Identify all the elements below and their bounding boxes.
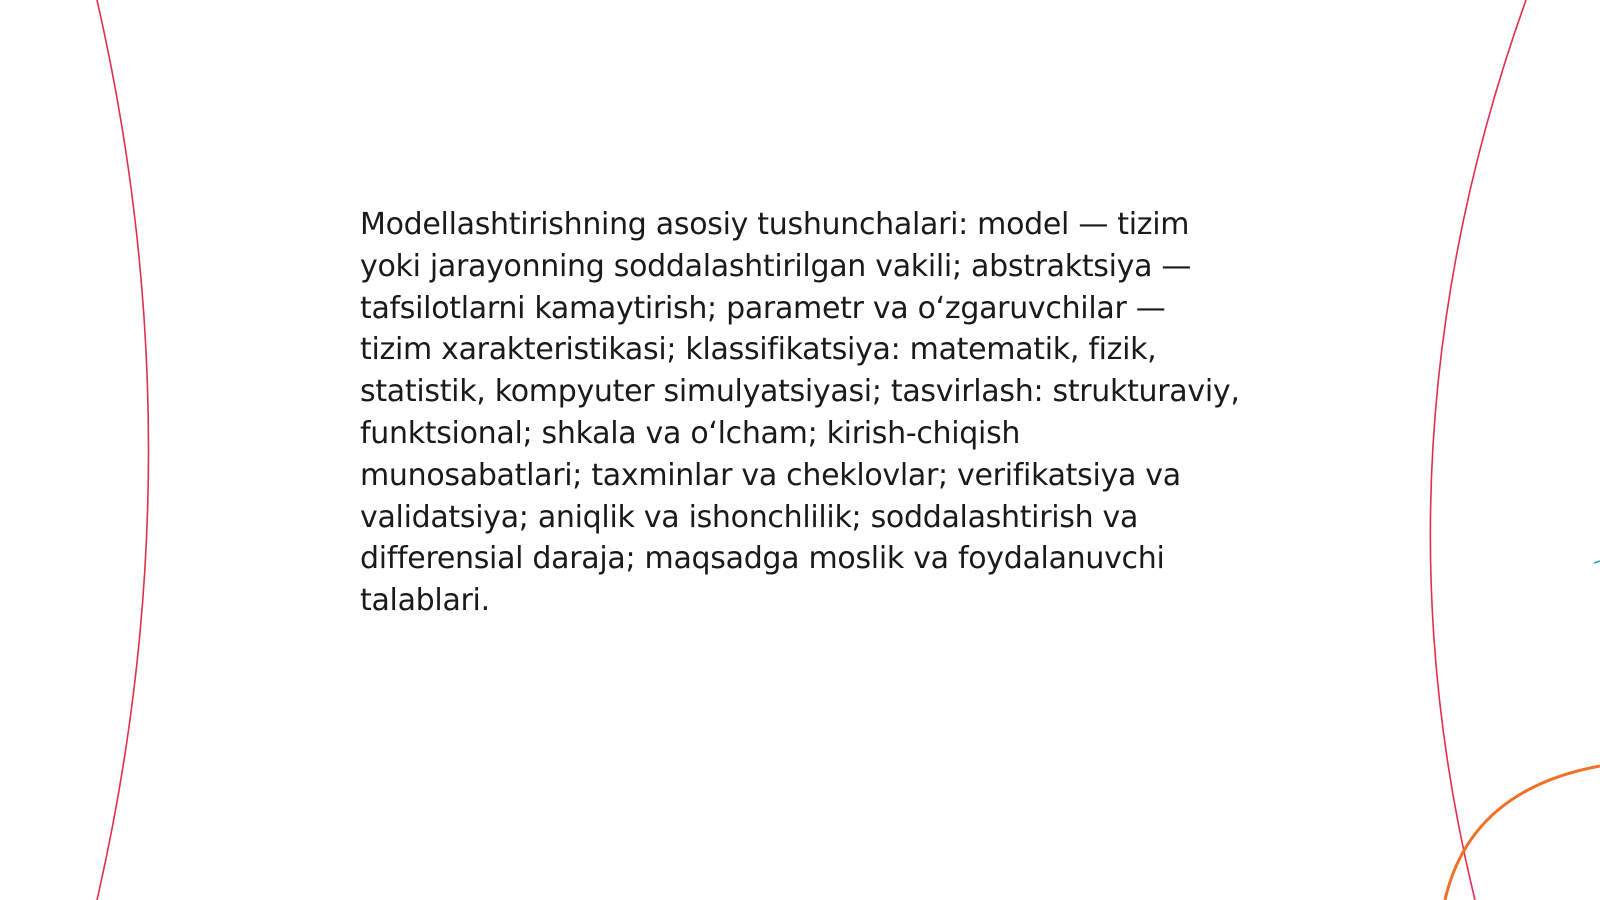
right-arc-line (1430, 0, 1526, 900)
orange-circle-arc (1445, 766, 1600, 900)
slide-body-text: Modellashtirishning asosiy tushunchalari: model — tizim yoki jarayonning soddalashtirilgan vakili; abstraktsiya — tafsilotlarni kamaytirish; parametr va oʻzgaruvchilar — tizim xarakteristikasi; klassifikatsiya: matematik, fizik, statistik, kompyuter simulyatsiyasi; tasvirlash: strukturaviy, funktsional; shkala va oʻlcham; kirish-chiqish munosabatlari; taxminlar va cheklovlar; verifikatsiya va validatsiya; aniqlik va ishonchlilik; soddalashtirish va differensial daraja; maqsadga moslik va foydalanuvchi talablari. (360, 207, 1240, 619)
teal-accent-mark (1594, 561, 1600, 563)
left-arc-line (97, 0, 149, 900)
